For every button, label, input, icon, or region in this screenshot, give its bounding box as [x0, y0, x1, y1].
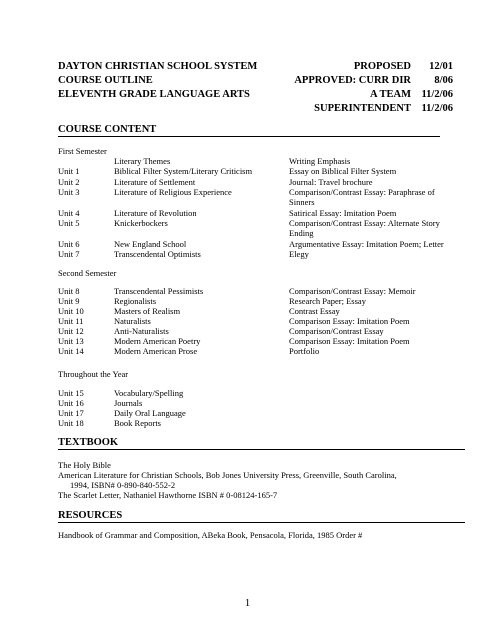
approval-row: A TEAM 11/2/06 — [370, 89, 453, 100]
table-row: Unit 4 Literature of Revolution Satirical Essay: Imitation Poem — [58, 208, 397, 218]
textbook-heading: TEXTBOOK — [58, 437, 465, 450]
table-row-continuation: Sinners — [289, 197, 315, 207]
table-row: Unit 16 Journals — [58, 398, 143, 408]
header-right — [223, 60, 453, 116]
table-row: Unit 6 New England School Argumentative Essay: Imitation Poem; Letter — [58, 239, 444, 249]
table-row: Unit 15 Vocabulary/Spelling — [58, 388, 184, 398]
resources-heading: RESOURCES — [58, 510, 465, 523]
table-row: Unit 1 Biblical Filter System/Literary Criticism Essay on Biblical Filter System — [58, 166, 397, 176]
resource-line: Handbook of Grammar and Composition, ABeka Book, Pensacola, Florida, 1985 Order # — [58, 530, 363, 540]
table-row: Unit 7 Transcendental Optimists Elegy — [58, 249, 309, 259]
table-row: Unit 12 Anti-Naturalists Comparison/Contrast Essay — [58, 326, 384, 336]
course-content-heading: COURSE CONTENT — [58, 124, 440, 137]
textbook-line: 1994, ISBN# 0-890-840-552-2 — [70, 480, 176, 490]
table-row: Unit 8 Transcendental Pessimists Comparison/Contrast Essay: Memoir — [58, 286, 416, 296]
approval-row: APPROVED: CURR DIR 8/06 — [294, 75, 453, 86]
table-row: Unit 11 Naturalists Comparison Essay: Imitation Poem — [58, 316, 410, 326]
approval-row: PROPOSED 12/01 — [353, 61, 453, 72]
textbook-line: The Scarlet Letter, Nathaniel Hawthorne ISBN # 0-08124-165-7 — [58, 490, 278, 500]
grade-subject: ELEVENTH GRADE LANGUAGE ARTS — [58, 89, 250, 100]
table-row: Unit 10 Masters of Realism Contrast Essay — [58, 306, 340, 316]
first-semester-label: First Semester — [58, 146, 107, 156]
table-row-continuation: Ending — [289, 228, 314, 238]
approval-row: SUPERINTENDENT 11/2/06 — [314, 103, 453, 114]
writing-emphasis-head: Writing Emphasis — [289, 156, 351, 166]
table-row: Unit 17 Daily Oral Language — [58, 408, 186, 418]
table-row: Unit 5 Knickerbockers Comparison/Contrast Essay: Alternate Story — [58, 218, 440, 228]
table-row: Unit 14 Modern American Prose Portfolio — [58, 346, 320, 356]
page-number: 1 — [244, 597, 251, 609]
textbook-line: The Holy Bible — [58, 460, 111, 470]
literary-themes-head: Literary Themes — [114, 156, 171, 166]
table-row: Unit 2 Literature of Settlement Journal: Travel brochure — [58, 177, 373, 187]
table-row: Unit 3 Literature of Religious Experience Comparison/Contrast Essay: Paraphrase of — [58, 187, 435, 197]
throughout-year-label: Throughout the Year — [58, 369, 129, 379]
table-row: Unit 18 Book Reports — [58, 418, 161, 428]
table-row: Unit 13 Modern American Poetry Comparison Essay: Imitation Poem — [58, 336, 410, 346]
second-semester-label: Second Semester — [58, 268, 117, 278]
document-type: COURSE OUTLINE — [58, 75, 153, 86]
textbook-line: American Literature for Christian Schools, Bob Jones University Press, Greenville, South Carolina, — [58, 470, 397, 480]
table-row: Unit 9 Regionalists Research Paper; Essay — [58, 296, 366, 306]
school-system-name: DAYTON CHRISTIAN SCHOOL SYSTEM — [58, 61, 258, 72]
